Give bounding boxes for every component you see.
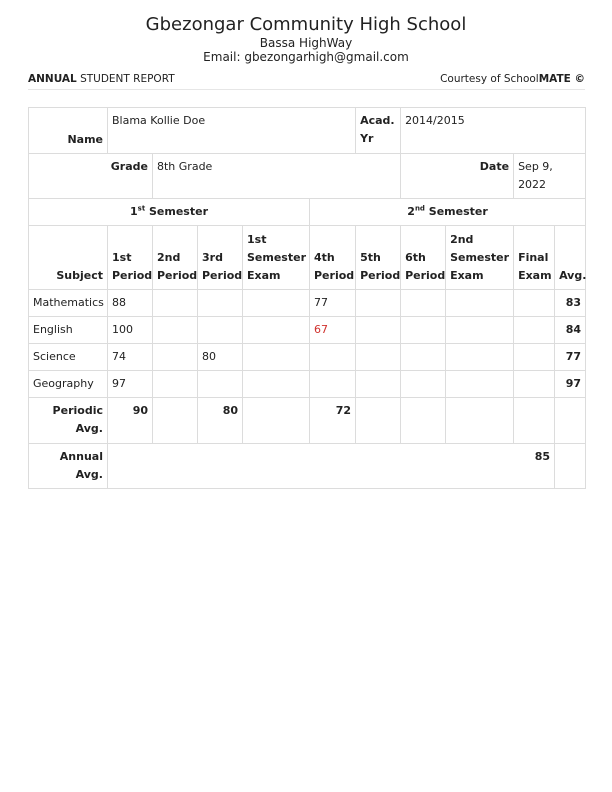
grade-cell (198, 371, 243, 398)
subject-avg: 83 (555, 290, 586, 317)
col-header-4th-period: 4th Period (310, 226, 356, 290)
grade-cell (356, 344, 401, 371)
periodic-avg-cell: 90 (108, 398, 153, 444)
periodic-avg-label: Periodic Avg. (29, 398, 108, 444)
grade-cell (514, 317, 555, 344)
date-label: Date (401, 154, 514, 199)
col-header-5th-period: 5th Period (356, 226, 401, 290)
table-row (29, 371, 586, 398)
grade-cell (153, 290, 198, 317)
periodic-avg-cell (356, 398, 401, 444)
grade-cell (514, 290, 555, 317)
acad-year-label: Acad. Yr (356, 108, 401, 154)
grade-cell (401, 371, 446, 398)
grade-cell (446, 371, 514, 398)
student-name-row (29, 108, 586, 154)
table-row (29, 317, 586, 344)
col-header-3rd-period: 3rd Period (198, 226, 243, 290)
grade-cell (401, 290, 446, 317)
col-header-final-exam: Final Exam (514, 226, 555, 290)
grade-cell (356, 290, 401, 317)
student-name-value: Blama Kollie Doe (108, 108, 356, 154)
grade-cell (446, 290, 514, 317)
grade-cell (153, 317, 198, 344)
col-header-avg: Avg. (555, 226, 586, 290)
col-header-2nd-period: 2nd Period (153, 226, 198, 290)
grade-cell: 88 (108, 290, 153, 317)
subject-avg: 97 (555, 371, 586, 398)
periodic-avg-row (29, 398, 586, 444)
grade-cell (310, 344, 356, 371)
subject-name: Science (29, 344, 108, 371)
grade-cell (153, 371, 198, 398)
first-semester-header: 1st Semester (29, 199, 310, 226)
subject-avg: 84 (555, 317, 586, 344)
annual-avg-empty-cell (555, 444, 586, 489)
school-address: Bassa HighWay (259, 36, 353, 50)
grade-cell (153, 344, 198, 371)
grade-cell (514, 371, 555, 398)
col-header-1st-semester-exam: 1st Semester Exam (243, 226, 310, 290)
acad-year-value: 2014/2015 (401, 108, 586, 154)
grade-cell (198, 290, 243, 317)
grade-date-row (29, 154, 586, 199)
grade-cell (356, 371, 401, 398)
date-value: Sep 9, 2022 (514, 154, 586, 199)
grade-cell (446, 344, 514, 371)
report-title: ANNUAL STUDENT REPORT (28, 73, 175, 85)
grades-table (28, 107, 586, 489)
report-title-bar (28, 73, 585, 90)
subject-name: English (29, 317, 108, 344)
column-header-row (29, 226, 586, 290)
annual-avg-row (29, 444, 586, 489)
subject-avg: 77 (555, 344, 586, 371)
name-label: Name (29, 108, 108, 154)
grade-cell (446, 317, 514, 344)
school-name: Gbezongar Community High School (145, 14, 467, 35)
table-row (29, 344, 586, 371)
grade-value: 8th Grade (153, 154, 401, 199)
periodic-avg-cell: 72 (310, 398, 356, 444)
grade-cell (243, 371, 310, 398)
grade-cell (514, 344, 555, 371)
periodic-avg-cell (446, 398, 514, 444)
grade-cell: 97 (108, 371, 153, 398)
grade-cell (310, 371, 356, 398)
periodic-avg-cell (514, 398, 555, 444)
periodic-avg-cell (555, 398, 586, 444)
semester-row (29, 199, 586, 226)
grade-cell (243, 317, 310, 344)
periodic-avg-cell (401, 398, 446, 444)
grade-cell: 80 (198, 344, 243, 371)
col-header-1st-period: 1st Period (108, 226, 153, 290)
school-email: Email: gbezongarhigh@gmail.com (203, 50, 409, 64)
grade-cell: 77 (310, 290, 356, 317)
periodic-avg-cell (153, 398, 198, 444)
subject-name: Geography (29, 371, 108, 398)
failing-grade-cell: 67 (310, 317, 356, 344)
col-header-subject: Subject (29, 226, 108, 290)
grade-cell: 74 (108, 344, 153, 371)
grade-cell (401, 317, 446, 344)
grade-cell (401, 344, 446, 371)
grade-cell (198, 317, 243, 344)
annual-avg-label: Annual Avg. (29, 444, 108, 489)
courtesy-note: Courtesy of SchoolMATE © (440, 73, 585, 85)
subject-name: Mathematics (29, 290, 108, 317)
grade-label: Grade (29, 154, 153, 199)
periodic-avg-cell: 80 (198, 398, 243, 444)
grade-cell (356, 317, 401, 344)
grade-cell (243, 290, 310, 317)
col-header-6th-period: 6th Period (401, 226, 446, 290)
second-semester-header: 2nd Semester (310, 199, 586, 226)
table-row (29, 290, 586, 317)
grade-cell: 100 (108, 317, 153, 344)
periodic-avg-cell (243, 398, 310, 444)
grade-cell (243, 344, 310, 371)
col-header-2nd-semester-exam: 2nd Semester Exam (446, 226, 514, 290)
annual-avg-value: 85 (108, 444, 555, 489)
